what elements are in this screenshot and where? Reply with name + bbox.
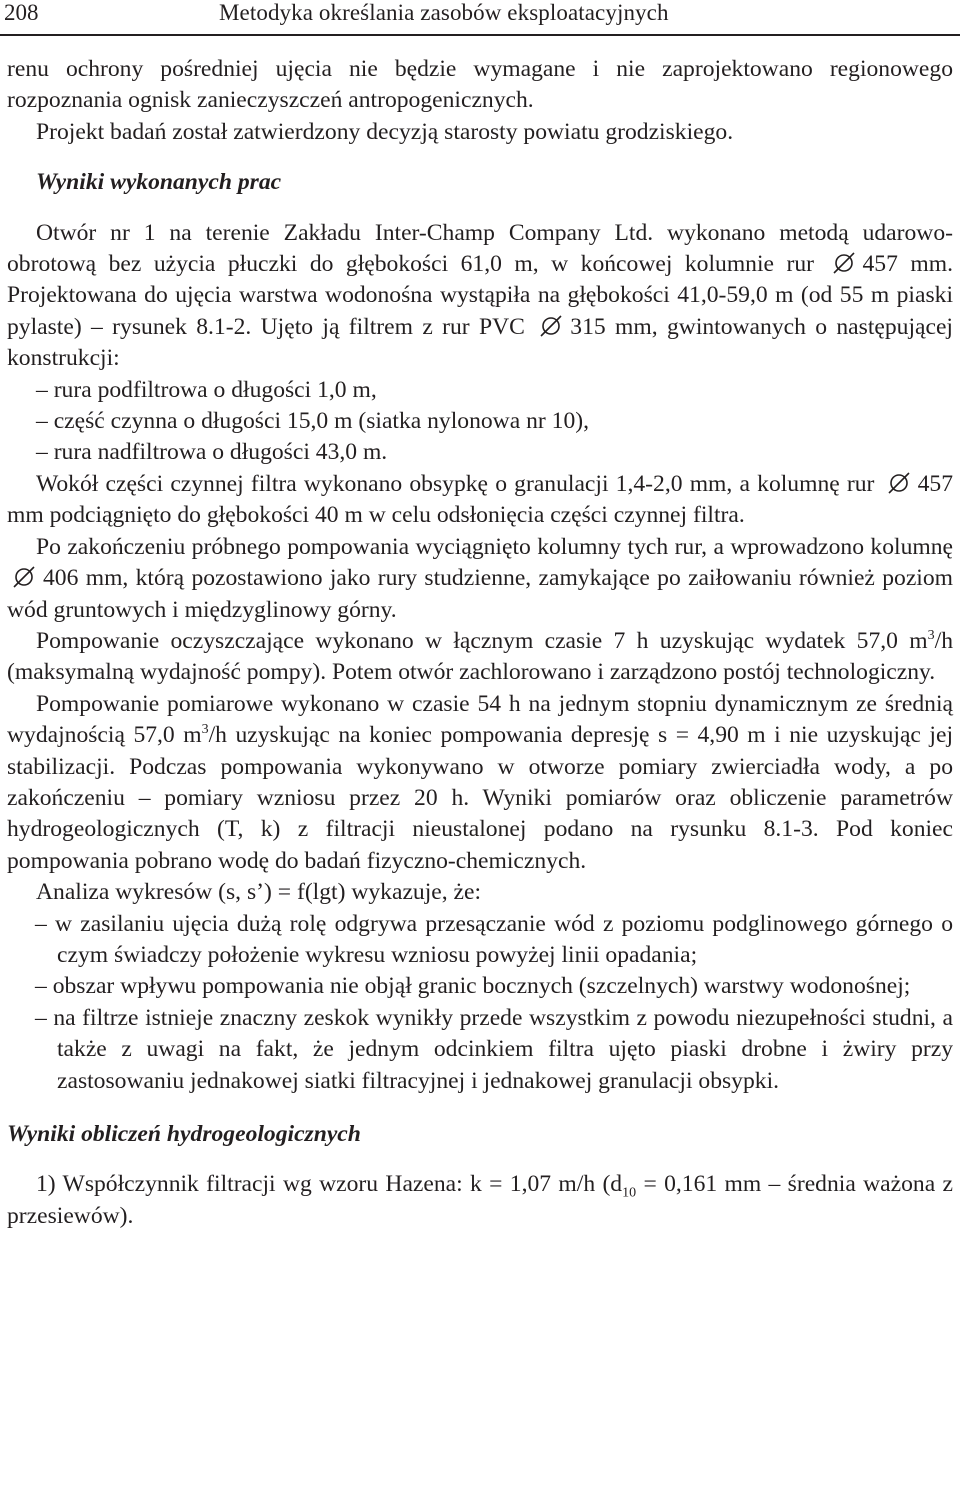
- subscript: 10: [622, 1186, 637, 1202]
- running-title: Metodyka określania zasobów eksploatacyjnych: [219, 0, 669, 25]
- text-segment: Po zakończeniu próbnego pompowania wyciągnięto kolumny tych rur, a wprowadzono kolumnę: [36, 533, 953, 560]
- construction-item: – rura nadfiltrowa o długości 43,0 m.: [36, 439, 388, 466]
- page-body: [7, 54, 953, 1232]
- paragraph-gravel-pack: [7, 469, 953, 532]
- analysis-item: – na filtrze istnieje znaczny zeskok wynikły przede wszystkim z powodu niezupełności studni, a także z uwagi na fakt, że jednym odcinkiem filtra ujęto piaski drobne i żwiry przy zastosowaniu jednakowej siatki filtracyjnej i jednakowej granulacji obsypki.: [35, 1004, 953, 1094]
- analysis-item: – w zasilaniu ujęcia dużą rolę odgrywa przesączanie wód z poziomu podglinowego górnego o czym świadczy położenie wykresu wzniosu powyżej linii opadania;: [35, 910, 953, 968]
- text-segment: 406 mm, którą pozostawiono jako rury studzienne, zamykające po zaiłowaniu również poziom wód gruntowych i międzyglinowy górny.: [7, 565, 953, 623]
- section-heading-calculations: Wyniki obliczeń hydrogeologicznych: [7, 1121, 361, 1147]
- text-segment: Pompowanie oczyszczające wykonano w łącznym czasie 7 h uzyskując wydatek 57,0 m: [36, 627, 928, 654]
- page-header: [0, 0, 960, 36]
- text-segment: /h (maksymalną wydajność pompy). Potem otwór zachlorowano i zarządzono postój technologiczny.: [7, 627, 953, 686]
- diameter-icon: [13, 566, 35, 588]
- text-segment: 457 mm podciągnięto do głębokości 40 m w celu odsłonięcia części czynnej filtra.: [7, 470, 953, 529]
- section-heading-results: Wyniki wykonanych prac: [36, 169, 282, 196]
- diameter-icon: [833, 252, 855, 274]
- text-segment: Otwór nr 1 na terenie Zakładu Inter-Champ Company Ltd. wykonano metodą udarowo-obrotową bez użycia płuczki do głębokości 61,0 m, w końcowej kolumnie rur: [7, 219, 953, 278]
- page-number: 208: [4, 0, 39, 25]
- paragraph-cleaning-pumping: [7, 626, 953, 689]
- header-rule: [0, 34, 960, 36]
- diameter-icon: [540, 315, 562, 337]
- paragraph-continuation: renu ochrony pośredniej ujęcia nie będzie wymagane i nie zaprojektowano regionowego rozpoznania ognisk zanieczyszczeń antropogenicznych.: [7, 56, 953, 114]
- text-segment: Pompowanie pomiarowe wykonano w czasie 54 h na jednym stopniu dynamicznym ze średnią wydajnością 57,0 m: [7, 690, 953, 749]
- paragraph-casing: [7, 532, 953, 626]
- text-segment: = 0,161 mm – średnia ważona z przesiewów).: [7, 1171, 953, 1229]
- calculation-item: [7, 1169, 953, 1232]
- construction-item: – rura podfiltrowa o długości 1,0 m,: [36, 376, 377, 403]
- paragraph-measurement-pumping: [7, 689, 953, 877]
- paragraph-borehole: [7, 218, 953, 375]
- text-segment: 315 mm, gwintowanych o następującej konstrukcji:: [7, 313, 953, 372]
- text-segment: Wokół części czynnej filtra wykonano obsypkę o granulacji 1,4-2,0 mm, a kolumnę rur: [36, 470, 875, 497]
- superscript: 3: [927, 628, 935, 644]
- text-segment: /h uzyskując na koniec pompowania depresję s = 4,90 m i nie uzyskując jej stabilizacji. Podczas pompowania wykonywano w otworze pomiary zwierciadła wody, a po zakończeniu – pomiary wzniosu przez 20 h. Wyniki pomiarów oraz obliczenie parametrów hydrogeologicznych (T, k) z filtracji nieustalonej podano na rysunku 8.1-3. Pod koniec pompowania pobrano wodę do badań fizyczno-chemicznych.: [7, 722, 953, 874]
- analysis-item: – obszar wpływu pompowania nie objął granic bocznych (szczelnych) warstwy wodonośnej;: [35, 973, 911, 1000]
- paragraph-project-approval: Projekt badań został zatwierdzony decyzją starosty powiatu grodziskiego.: [36, 118, 734, 145]
- construction-item: – część czynna o długości 15,0 m (siatka nylonowa nr 10),: [36, 408, 589, 435]
- text-segment: 1) Współczynnik filtracji wg wzoru Hazena: k = 1,07 m/h (d: [36, 1171, 623, 1198]
- paragraph-analysis: Analiza wykresów (s, s’) = f(lgt) wykazuje, że:: [36, 879, 482, 906]
- diameter-icon: [888, 472, 910, 494]
- text-segment: 457 mm. Projektowana do ujęcia warstwa wodonośna wystąpiła na głębokości 41,0-59,0 m (od 55 m piaski pylaste) – rysunek 8.1-2. Ujęto ją filtrem z rur PVC: [7, 251, 953, 340]
- superscript: 3: [201, 722, 209, 738]
